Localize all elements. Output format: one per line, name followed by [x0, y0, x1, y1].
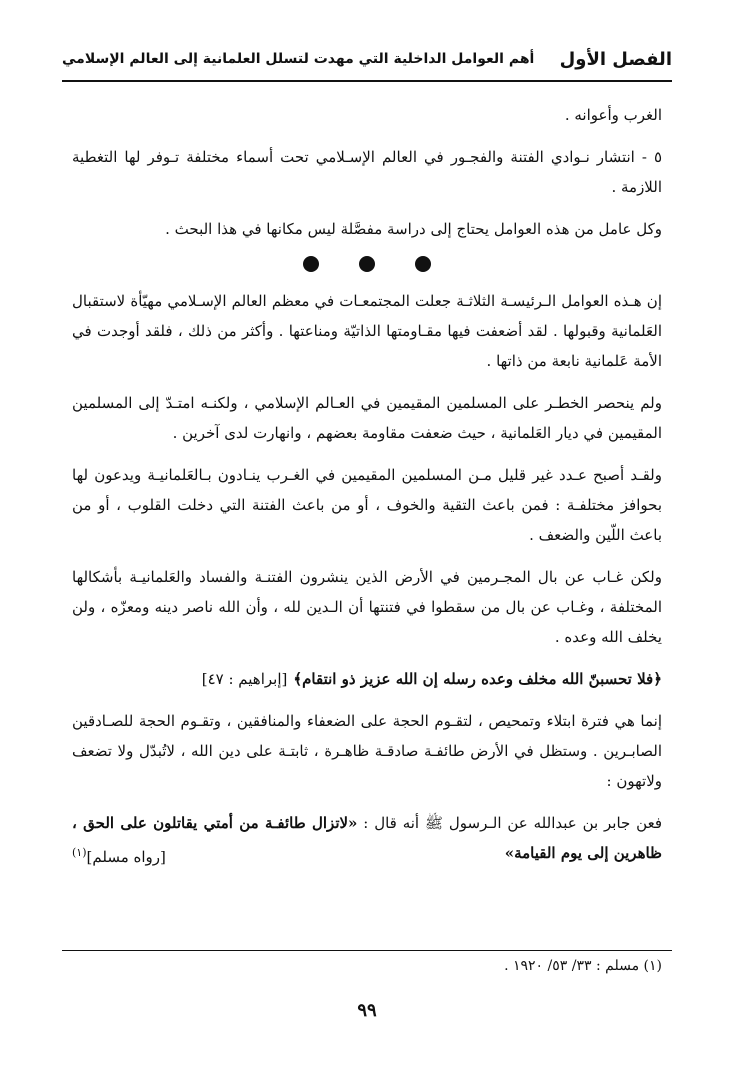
verse-reference: [إبراهيم : ٤٧]: [201, 670, 288, 688]
paragraph: ٥ - انتشار نـوادي الفتنة والفجـور في العالم الإسـلامي تحت أسماء مختلفة تـوفر لها التغطية اللازمة .: [72, 148, 662, 196]
separator-dot: [303, 256, 319, 272]
footnote: (١) مسلم : ٣٣/ ٥٣/ ١٩٢٠ .: [504, 958, 662, 974]
paragraph: إن هـذه العوامل الـرئيسـة الثلاثـة جعلت المجتمعـات في معظم العالم الإسـلامي مهيّأة لاستقبال العَلمانية وقبولها . لقد أضعفت فيها مقـاومتها الذاتيّة ومناعتها . وأكثر من ذلك ، فلقد أوجدت في الأمة عَلمانية نابعة من ذاتها .: [72, 292, 662, 370]
section-separator: [72, 256, 662, 272]
body-text: [72, 100, 662, 880]
hadith-intro: فعن جابر بن عبدالله عن الـرسول ﷺ أنه قال :: [357, 814, 662, 832]
page-number: ٩٩: [357, 1000, 377, 1021]
hadith-source: [72, 838, 166, 872]
verse-text: ﴿فلا تحسبنّ الله مخلف وعده رسله إن الله عزيز ذو انتقام﴾: [293, 670, 662, 688]
header-rule: [62, 80, 672, 82]
running-title: أهم العوامل الداخلية التي مهدت لتسلل العلمانية إلى العالم الإسلامي: [62, 51, 535, 67]
separator-dot: [359, 256, 375, 272]
separator-dot: [415, 256, 431, 272]
footnote-marker: (١): [72, 846, 87, 859]
hadith-quote: «لاتزال طائفـة من أمتي يقاتلون على الحق ، ظاهرين إلى يوم القيامة»: [72, 814, 662, 862]
quran-verse: [72, 664, 662, 694]
paragraph: ولكن غـاب عن بال المجـرمين في الأرض الذين ينشرون الفتنـة والفساد والعَلمانيـة بأشكالها المختلفة ، وغـاب عن بال من سقطوا في فتنتها أن الـدين لله ، وأن الله ناصر دينه ومعزّه ، ولن يخلف الله وعده .: [72, 568, 662, 646]
paragraph: إنما هي فترة ابتلاء وتمحيص ، لتقـوم الحجة على الضعفاء والمنافقين ، وتقـوم الحجة للصـادقين الصابـرين . وستظل في الأرض طائفـة صادقـة ظاهـرة ، ثابتـة على دين الله ، لاتُبدّل ولا تضعف ولاتهون :: [72, 712, 662, 790]
page-header: [62, 44, 672, 74]
paragraph: ولم ينحصر الخطـر على المسلمين المقيمين في العـالم الإسلامي ، ولكنـه امتـدّ إلى المسلمين المقيمين في ديار العَلمانية ، حيث ضعفت مقاومة بعضهم ، وانهارت لدى آخرين .: [72, 394, 662, 442]
footnote-rule: [62, 950, 672, 951]
paragraph: ولقـد أصبح عـدد غير قليل مـن المسلمين المقيمين في الغـرب ينـادون بـالعَلمانيـة ويدعون لها بحوافز مختلفـة : فمن باعث التقية والخوف ، أو من باعث الفتنة التي دخلت القلوب ، أو من باعث اللّين والضعف .: [72, 466, 662, 544]
chapter-title: الفصل الأول: [559, 48, 672, 70]
hadith-source-label: [رواه مسلم]: [86, 848, 166, 866]
paragraph: وكل عامل من هذه العوامل يحتاج إلى دراسة مفصَّلة ليس مكانها في هذا البحث .: [165, 220, 662, 238]
paragraph: الغرب وأعوانه .: [564, 106, 662, 124]
hadith-paragraph: [72, 808, 662, 868]
